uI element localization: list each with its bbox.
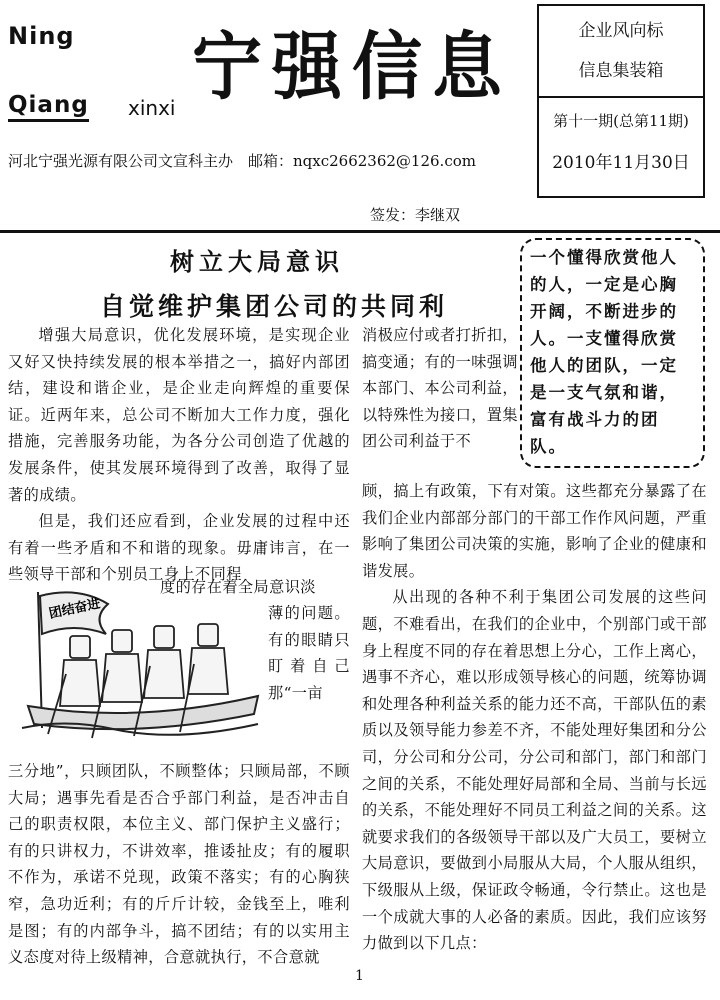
rowing-team-illustration	[8, 578, 270, 754]
header-divider	[0, 230, 720, 233]
info-slogan-1: 企业风向标	[578, 21, 664, 41]
flag-text: 团结奋进	[47, 596, 102, 622]
quote-box: 一个懂得欣赏他人的人，一定是心胸开阔，不断进步的人。一支懂得欣赏他人的团队，一定是一支气氛和谐，富有战斗力的团队。	[520, 238, 705, 468]
brand-latin-line1: Ning	[8, 22, 75, 50]
paragraph: 增强大局意识，优化发展环境，是实现企业又好又快持续发展的根本举措之一，搞好内部团结，建设和谐企业，是企业走向辉煌的重要保证。近两年来，总公司不断加大工作力度，强化措施，完善服务功能，为各分公司创造了优越的发展条件，使其发展环境得到了改善，取得了显著的成绩。	[8, 326, 350, 504]
article-left-column-bottom: 三分地”，只顾团队，不顾整体；只顾局部，不顾大局；遇事先看是否合乎部门利益，是否冲击自己的职责权限，本位主义、部门保护主义盛行；有的只讲权力，不讲效率，推诿扯皮；有的履职不作为，承诺不兑现，政策不落实；有的心胸狭窄，急功近利；有的斤斤计较，金钱至上，唯利是图；有的内部争斗，搞不团结；有的以实用主义态度对待上级精神，合意就执行，不合意就	[8, 762, 350, 967]
article-wrap-line: 度的存在着全局意识淡	[160, 578, 316, 596]
article-headline-2: 自觉维护集团公司的共同利	[100, 292, 449, 321]
article-wrap-narrow: 薄的问题。有的眼睛只盯着自己那“一亩	[268, 604, 350, 702]
page-number: 1	[355, 968, 364, 984]
masthead-title: 宁强信息	[192, 23, 512, 111]
article-right-column	[362, 478, 707, 957]
paragraph: 顾，搞上有政策，下有对策。这些都充分暴露了在我们企业内部部分部门的干部工作作风问题，严重影响了集团公司决策的实施，影响了企业的健康和谐发展。	[362, 482, 707, 580]
article-left-column-top	[8, 322, 350, 588]
issue-number: 第十一期(总第11期)	[553, 112, 689, 130]
issue-info-box	[537, 4, 705, 198]
info-box-divider	[539, 96, 703, 98]
article-right-column-top: 消极应付或者打折扣，搞变通；有的一味强调本部门、本公司利益，以特殊性为接口，置集团公司利益于不	[362, 326, 518, 451]
publisher-line: 河北宁强光源有限公司文宣科主办 邮箱：nqxc2662362@126.com	[8, 152, 476, 170]
paragraph: 但是，我们还应看到，企业发展的过程中还有着一些矛盾和不和谐的现象。毋庸讳言，在一些领导干部和个别员工身上不同程	[8, 512, 350, 584]
issue-date: 2010年11月30日	[552, 153, 690, 173]
brand-latin-line3: xinxi	[128, 96, 176, 120]
info-slogan-2: 信息集装箱	[578, 61, 664, 81]
issuer-line: 签发：李继双	[370, 206, 461, 224]
brand-latin-line2: Qiang	[8, 92, 89, 122]
paragraph: 从出现的各种不利于集团公司发展的这些问题，不难看出，在我们的企业中，个别部门或干部身上程度不同的存在着思想上分心，工作上离心，遇事不齐心，难以形成领导核心的问题，统筹协调和处理各种利益关系的能力还不高，干部队伍的素质以及领导能力参差不齐，不能处理好集团和分公司，分公司和分公司，分公司和部门，部门和部门之间的关系，不能处理好局部和全局、当前与长远的关系，不能处理好不同员工利益之间的关系。这就要求我们的各级领导干部以及广大员工，要树立大局意识，要做到小局服从大局，个人服从组织，下级服从上级，保证政令畅通，令行禁止。这也是一个成就大事的人必备的素质。因此，我们应该努力做到以下几点：	[362, 588, 707, 953]
article-headline-1: 树立大局意识	[170, 247, 344, 276]
